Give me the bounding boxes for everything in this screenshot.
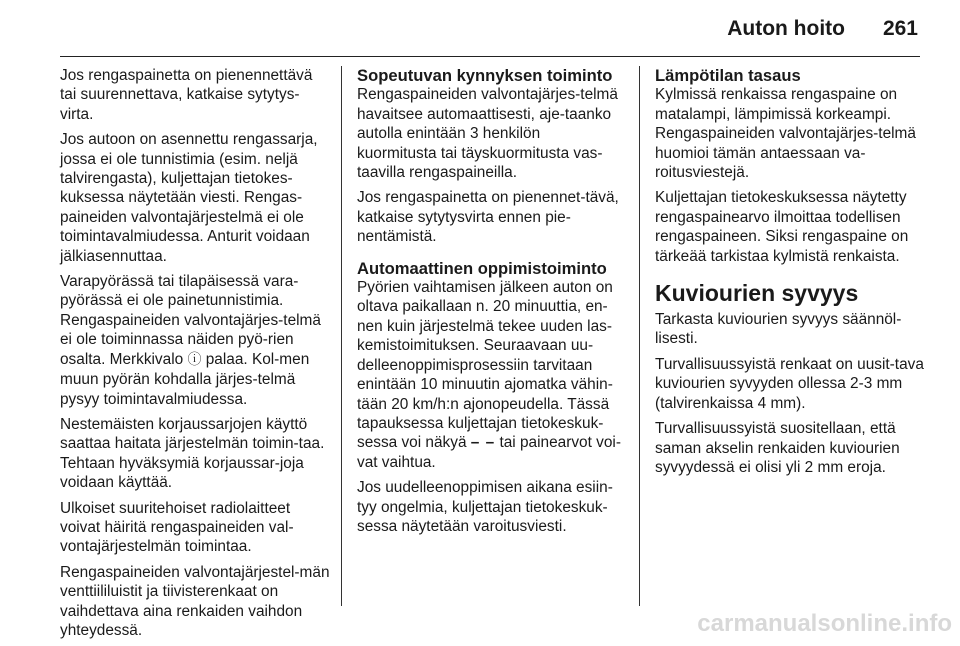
- paragraph-text: palaa. Kol-men muun pyörän kohdalla järjes-telmä pysyy toimintavalmiudessa.: [60, 350, 310, 408]
- paragraph: Jos uudelleenoppimisen aikana esiin-tyy ongelmia, kuljettajan tietokeskuk-sessa näytetään varoitusviesti.: [357, 479, 613, 535]
- paragraph: Ulkoiset suuritehoiset radiolaitteet voivat häiritä rengaspaineiden val-vontajärjestelmän toimintaa.: [60, 499, 294, 556]
- tire-pressure-warning-icon: ⓘ: [187, 351, 202, 368]
- paragraph: [60, 272, 330, 409]
- paragraph: Turvallisuussyistä renkaat on uusit-tava kuviourien syvyyden ollessa 2-3 mm (talvirenkaissa 4 mm).: [655, 355, 924, 412]
- section-heading: Automaattinen oppimistoiminto: [357, 258, 607, 278]
- paragraph: Rengaspaineiden valvontajärjestel-män venttiililuistit ja tiivisterenkaat on vaihdettava aina renkaiden vaihdon yhteydessä.: [60, 563, 330, 639]
- page-title: Auton hoito: [727, 17, 845, 40]
- page-header: [0, 0, 960, 60]
- header-rule: [60, 56, 920, 57]
- paragraph-text: Varapyörässä tai tilapäisessä vara-pyörässä ei ole painetunnistimia. Rengaspaineiden valvontajärjes-telmä ei ole toiminnassa näiden pyö-rien osalta. Merkkivalo: [60, 273, 321, 368]
- paragraph: Kylmissä renkaissa rengaspaine on matalampi, lämpimissä korkeampi. Rengaspaineiden valvontajärjes-telmä huomioi tämän antaessaan va-roitusviestejä.: [655, 86, 916, 182]
- paragraph: Jos rengaspainetta on pienennet-tävä, katkaise sytytysvirta ennen pie-nentämistä.: [357, 189, 619, 246]
- page-number: 261: [882, 17, 918, 40]
- section-heading: Lämpötilan tasaus: [655, 66, 801, 85]
- section-heading-large: Kuviourien syvyys: [655, 280, 859, 307]
- column-divider: [341, 66, 342, 606]
- dashes-display: – –: [470, 434, 496, 452]
- paragraph: [357, 278, 623, 472]
- column-2: [357, 66, 623, 542]
- paragraph: Tarkasta kuviourien syvyys säännöl-lisesti.: [655, 311, 902, 348]
- paragraph: Turvallisuussyistä suositellaan, että saman akselin renkaiden kuviourien syvyydessä ei olisi yli 2 mm eroja.: [655, 420, 900, 476]
- column-1: [60, 66, 330, 646]
- watermark: carmanualsonline.info: [697, 610, 952, 637]
- paragraph: Kuljettajan tietokeskuksessa näytetty rengaspainearvo ilmoittaa todellisen rengaspaineen. Siksi rengaspaine on tärkeää tarkistaa kylmistä renkaista.: [655, 189, 909, 265]
- column-divider: [639, 66, 640, 606]
- paragraph-text: tai painearvot voi-vat vaihtua.: [357, 434, 621, 471]
- paragraph-text: Pyörien vaihtamisen jälkeen auton on oltava paikallaan n. 20 minuuttia, en-nen kuin järjestelmä tekee uuden las-kemistoimituksen. Seuraavaan uu-delleenoppimisprosessiin tarvitaan enintään 10 minuutin ajomatka vähin-tään 20 km/h:n ajonopeudella. Tässä tapauksessa kuljettajan tietokeskuk-sessa voi näkyä: [357, 279, 613, 452]
- paragraph: Rengaspaineiden valvontajärjes-telmä havaitsee automaattisesti, aje-taanko autolla enintään 3 henkilön kuormitusta tai täyskuormitusta vas-taavilla rengaspaineilla.: [357, 86, 618, 182]
- paragraph: Jos rengaspainetta on pienennettävä tai suurennettava, katkaise sytytys-virta.: [60, 67, 313, 123]
- paragraph: Nestemäisten korjaussarjojen käyttö saattaa haitata järjestelmän toimin-taa. Tehtaan hyväksymiä korjaussar-joja voidaan käyttää.: [60, 415, 325, 492]
- paragraph: Jos autoon on asennettu rengassarja, jossa ei ole tunnistimia (esim. neljä talvirengasta), kuljettajan tietokes-kuksessa näytetään viesti. Rengas-paineiden valvontajärjestelmä ei ole toimintavalmiudessa. Anturit voidaan jälkiasennuttaa.: [60, 131, 318, 265]
- column-3: [655, 66, 925, 483]
- section-heading: Sopeutuvan kynnyksen toiminto: [357, 66, 613, 85]
